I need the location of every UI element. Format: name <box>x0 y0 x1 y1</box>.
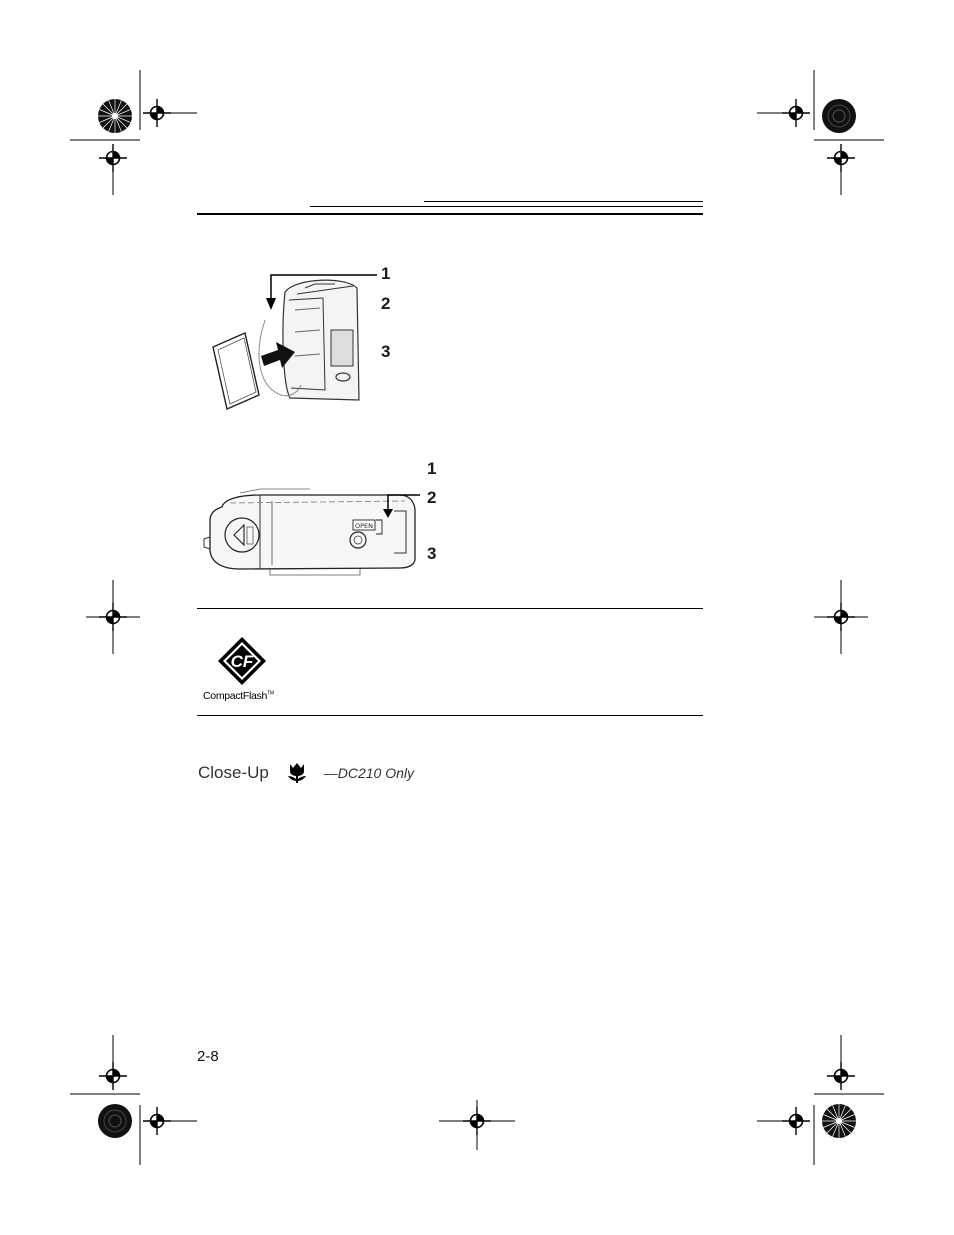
header-rule-middle <box>310 206 703 207</box>
cf-diamond-icon <box>217 636 267 686</box>
fig2-step-2: 2 <box>427 488 437 507</box>
cf-initials: CF <box>230 652 254 671</box>
header-rule-main <box>197 213 703 215</box>
callout-line-1 <box>264 268 384 313</box>
note-rule-bottom <box>197 715 703 716</box>
note-rule-top <box>197 608 703 609</box>
section-title: Close-Up <box>198 763 269 782</box>
fig1-step-3: 3 <box>381 342 391 361</box>
cf-trademark: TM <box>267 690 274 697</box>
section-heading <box>198 762 414 788</box>
compactflash-logo <box>203 636 283 706</box>
cf-wordmark: CompactFlash <box>203 690 268 702</box>
section-suffix: —DC210 Only <box>323 765 415 781</box>
callout-line-2 <box>382 490 427 520</box>
page-number: 2-8 <box>197 1048 219 1065</box>
fig2-step-1: 1 <box>427 459 437 478</box>
fig1-step-1: 1 <box>381 264 391 283</box>
door-label: OPEN <box>355 522 374 530</box>
fig2-step-3: 3 <box>427 544 437 563</box>
fig1-step-2: 2 <box>381 294 391 313</box>
header-rule-short-top <box>424 201 703 202</box>
tulip-icon <box>287 762 307 784</box>
